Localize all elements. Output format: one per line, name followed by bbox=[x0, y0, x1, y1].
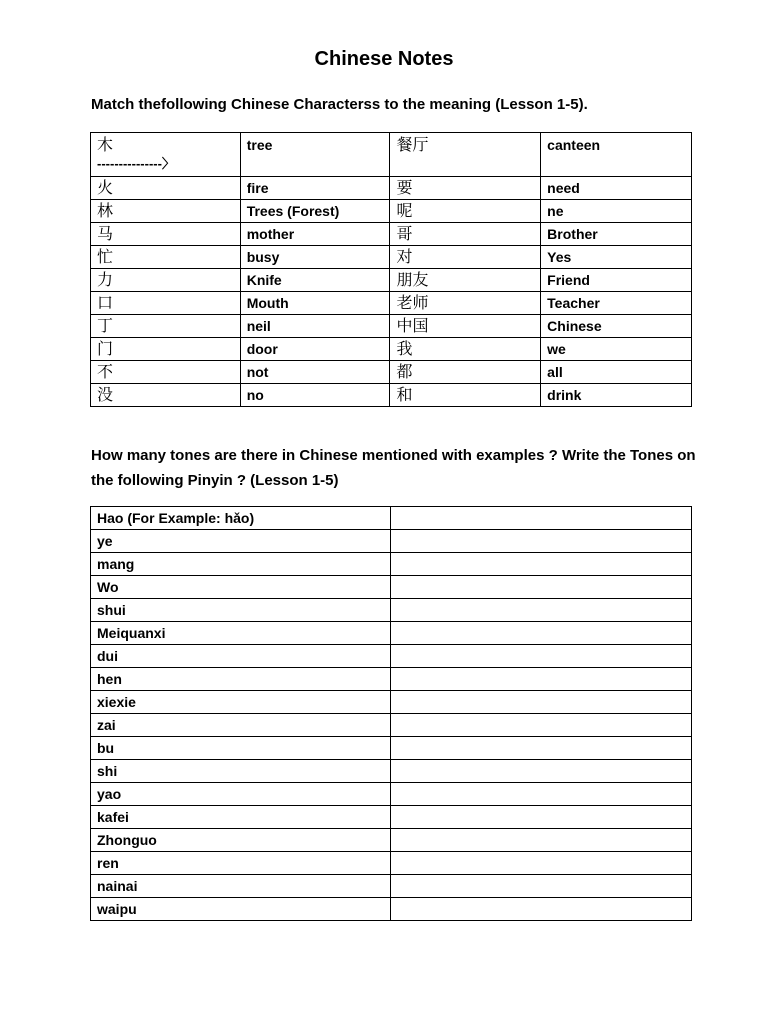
answer-cell bbox=[390, 783, 691, 806]
pinyin-cell: shi bbox=[91, 760, 391, 783]
pinyin-cell: dui bbox=[91, 645, 391, 668]
table-cell: 中国 bbox=[390, 315, 541, 338]
table-row bbox=[91, 292, 692, 315]
pinyin-cell: xiexie bbox=[91, 691, 391, 714]
table-row bbox=[91, 223, 692, 246]
answer-cell bbox=[390, 530, 691, 553]
table-cell: no bbox=[240, 384, 390, 407]
table-cell: 哥 bbox=[390, 223, 541, 246]
table-cell: 要 bbox=[390, 177, 541, 200]
table-row bbox=[91, 384, 692, 407]
table-row bbox=[91, 553, 692, 576]
arrow-dashes: ---------------〉 bbox=[97, 156, 175, 171]
answer-cell bbox=[390, 599, 691, 622]
table-cell: 马 bbox=[91, 223, 241, 246]
table-cell: mother bbox=[240, 223, 390, 246]
table-row bbox=[91, 852, 692, 875]
table-row bbox=[91, 783, 692, 806]
table-cell: canteen bbox=[541, 133, 692, 177]
answer-cell bbox=[390, 852, 691, 875]
answer-cell bbox=[390, 898, 691, 921]
table-row bbox=[91, 361, 692, 384]
table-row bbox=[91, 177, 692, 200]
table-row bbox=[91, 737, 692, 760]
pinyin-cell: mang bbox=[91, 553, 391, 576]
pinyin-cell: hen bbox=[91, 668, 391, 691]
table-cell: 没 bbox=[91, 384, 241, 407]
pinyin-cell: nainai bbox=[91, 875, 391, 898]
table-row bbox=[91, 898, 692, 921]
answer-cell bbox=[390, 668, 691, 691]
pinyin-cell: ye bbox=[91, 530, 391, 553]
table-cell: 餐厅 bbox=[390, 133, 541, 177]
pinyin-cell: Hao (For Example: hǎo) bbox=[91, 507, 391, 530]
table-cell: not bbox=[240, 361, 390, 384]
table-row bbox=[91, 829, 692, 852]
table-cell: Knife bbox=[240, 269, 390, 292]
table-cell: 不 bbox=[91, 361, 241, 384]
table-cell: all bbox=[541, 361, 692, 384]
table-row bbox=[91, 806, 692, 829]
table-cell: need bbox=[541, 177, 692, 200]
table-cell: 火 bbox=[91, 177, 241, 200]
pinyin-cell: bu bbox=[91, 737, 391, 760]
table-cell: 对 bbox=[390, 246, 541, 269]
table-row bbox=[91, 691, 692, 714]
answer-cell bbox=[390, 760, 691, 783]
table-cell: ne bbox=[541, 200, 692, 223]
table-cell: Yes bbox=[541, 246, 692, 269]
pinyin-cell: waipu bbox=[91, 898, 391, 921]
table-row bbox=[91, 133, 692, 177]
table-cell: 林 bbox=[91, 200, 241, 223]
table-cell: tree bbox=[240, 133, 390, 177]
answer-cell bbox=[390, 737, 691, 760]
table-cell: Mouth bbox=[240, 292, 390, 315]
table-row bbox=[91, 576, 692, 599]
answer-cell bbox=[390, 576, 691, 599]
answer-cell bbox=[390, 507, 691, 530]
table-cell: Brother bbox=[541, 223, 692, 246]
pinyin-cell: zai bbox=[91, 714, 391, 737]
table-row bbox=[91, 507, 692, 530]
table-cell: 老师 bbox=[390, 292, 541, 315]
answer-cell bbox=[390, 645, 691, 668]
table-cell: drink bbox=[541, 384, 692, 407]
table-row bbox=[91, 714, 692, 737]
answer-cell bbox=[390, 622, 691, 645]
tones-table bbox=[90, 506, 692, 921]
answer-cell bbox=[390, 875, 691, 898]
character-text: 木 bbox=[97, 135, 114, 154]
table-row bbox=[91, 315, 692, 338]
pinyin-cell: Meiquanxi bbox=[91, 622, 391, 645]
table-cell: Trees (Forest) bbox=[240, 200, 390, 223]
table-cell: Chinese bbox=[541, 315, 692, 338]
answer-cell bbox=[390, 829, 691, 852]
table-cell: fire bbox=[240, 177, 390, 200]
table-cell bbox=[91, 133, 241, 177]
table-cell: we bbox=[541, 338, 692, 361]
table-row bbox=[91, 246, 692, 269]
table-row bbox=[91, 599, 692, 622]
page-title: Chinese Notes bbox=[314, 48, 454, 70]
pinyin-cell: ren bbox=[91, 852, 391, 875]
table-cell: 门 bbox=[91, 338, 241, 361]
table-cell: Teacher bbox=[541, 292, 692, 315]
table-cell: door bbox=[240, 338, 390, 361]
table-row bbox=[91, 338, 692, 361]
pinyin-cell: yao bbox=[91, 783, 391, 806]
table-cell: 力 bbox=[91, 269, 241, 292]
answer-cell bbox=[390, 714, 691, 737]
table-cell: 忙 bbox=[91, 246, 241, 269]
table-row bbox=[91, 269, 692, 292]
table-cell: 呢 bbox=[390, 200, 541, 223]
table-cell: 都 bbox=[390, 361, 541, 384]
answer-cell bbox=[390, 553, 691, 576]
matching-instruction: Match thefollowing Chinese Characterss to the meaning (Lesson 1-5). bbox=[91, 96, 588, 113]
table-cell: busy bbox=[240, 246, 390, 269]
table-cell: 口 bbox=[91, 292, 241, 315]
table-cell: Friend bbox=[541, 269, 692, 292]
answer-cell bbox=[390, 691, 691, 714]
table-row bbox=[91, 875, 692, 898]
pinyin-cell: kafei bbox=[91, 806, 391, 829]
tones-instruction: How many tones are there in Chinese mentioned with examples ? Write the Tones on the following Pinyin ? (Lesson 1-5) bbox=[91, 447, 696, 489]
table-row bbox=[91, 645, 692, 668]
table-row bbox=[91, 668, 692, 691]
table-cell: neil bbox=[240, 315, 390, 338]
table-cell: 和 bbox=[390, 384, 541, 407]
pinyin-cell: Wo bbox=[91, 576, 391, 599]
table-row bbox=[91, 622, 692, 645]
table-cell: 丁 bbox=[91, 315, 241, 338]
pinyin-cell: Zhonguo bbox=[91, 829, 391, 852]
answer-cell bbox=[390, 806, 691, 829]
table-row bbox=[91, 200, 692, 223]
table-row bbox=[91, 530, 692, 553]
matching-table bbox=[90, 132, 692, 407]
table-cell: 我 bbox=[390, 338, 541, 361]
table-row bbox=[91, 760, 692, 783]
pinyin-cell: shui bbox=[91, 599, 391, 622]
table-cell: 朋友 bbox=[390, 269, 541, 292]
